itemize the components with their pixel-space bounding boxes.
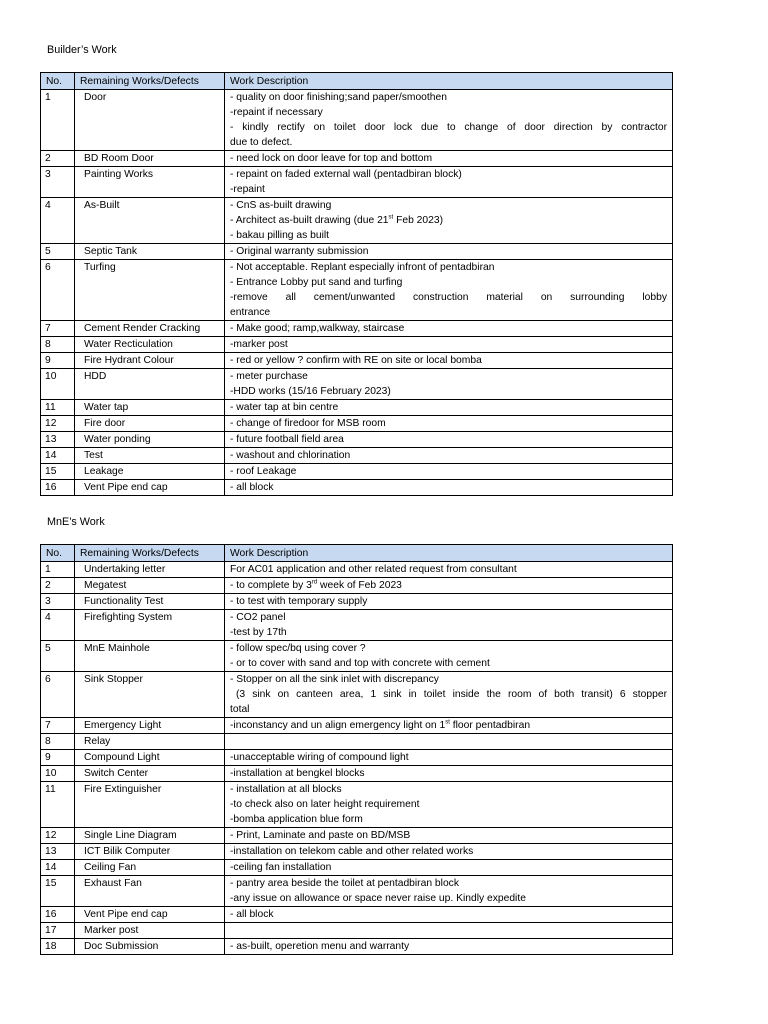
description-line: - to test with temporary supply [230, 596, 368, 607]
table-row [41, 353, 673, 369]
mne-work-table [40, 544, 673, 955]
description-line: - to complete by 3rd week of Feb 2023 [230, 579, 402, 591]
row-item: Water tap [75, 400, 225, 416]
row-number: 15 [41, 876, 75, 907]
row-item: Test [75, 448, 225, 464]
row-item: Doc Submission [75, 939, 225, 955]
row-description [225, 416, 673, 432]
header-remaining-works: Remaining Works/Defects [75, 73, 225, 90]
table-row [41, 672, 673, 718]
description-line: -ceiling fan installation [230, 862, 332, 873]
row-description [225, 844, 673, 860]
table-row [41, 750, 673, 766]
row-number: 7 [41, 321, 75, 337]
description-line: - Make good; ramp,walkway, staircase [230, 323, 405, 334]
row-number: 2 [41, 578, 75, 594]
table-row [41, 828, 673, 844]
builders-work-table [40, 72, 673, 496]
row-description [225, 594, 673, 610]
row-description [225, 432, 673, 448]
row-item: Fire Hydrant Colour [75, 353, 225, 369]
table-row [41, 260, 673, 321]
row-number: 5 [41, 244, 75, 260]
row-description [225, 337, 673, 353]
description-line: - change of firedoor for MSB room [230, 418, 386, 429]
row-description [225, 923, 673, 939]
row-item: Painting Works [75, 167, 225, 198]
description-line: For AC01 application and other related request from consultant [230, 564, 517, 575]
row-description [225, 766, 673, 782]
row-item: Firefighting System [75, 610, 225, 641]
row-item: Water ponding [75, 432, 225, 448]
table-row [41, 90, 673, 151]
description-line: -unacceptable wiring of compound light [230, 752, 409, 763]
row-item: MnE Mainhole [75, 641, 225, 672]
table-row [41, 610, 673, 641]
row-description [225, 860, 673, 876]
table-row [41, 578, 673, 594]
row-description [225, 734, 673, 750]
table-row [41, 734, 673, 750]
table-row [41, 480, 673, 496]
description-line: - Not acceptable. Replant especially infront of pentadbiran [230, 262, 495, 273]
row-number: 4 [41, 610, 75, 641]
row-item: Megatest [75, 578, 225, 594]
builders-work-title: Builder’s Work [47, 44, 117, 56]
table-row [41, 244, 673, 260]
mne-work-title: MnE’s Work [47, 516, 105, 528]
row-description [225, 876, 673, 907]
row-description [225, 939, 673, 955]
table-row [41, 464, 673, 480]
description-line: - pantry area beside the toilet at pentadbiran block [230, 878, 459, 889]
description-line: - bakau pilling as built [230, 230, 330, 241]
row-description [225, 907, 673, 923]
table-row [41, 876, 673, 907]
row-description [225, 641, 673, 672]
row-item: BD Room Door [75, 151, 225, 167]
description-line [230, 923, 667, 938]
row-number: 6 [41, 672, 75, 718]
row-item: Leakage [75, 464, 225, 480]
description-line: -HDD works (15/16 February 2023) [230, 386, 391, 397]
table-row [41, 641, 673, 672]
table-row [41, 198, 673, 244]
row-description [225, 369, 673, 400]
row-number: 9 [41, 750, 75, 766]
description-line: - CO2 panel [230, 612, 286, 623]
row-number: 9 [41, 353, 75, 369]
description-line: - need lock on door leave for top and bottom [230, 153, 433, 164]
description-line: -bomba application blue form [230, 814, 363, 825]
row-item: Switch Center [75, 766, 225, 782]
table-row [41, 432, 673, 448]
description-line: - roof Leakage [230, 466, 297, 477]
row-item: Door [75, 90, 225, 151]
row-description [225, 167, 673, 198]
row-description [225, 260, 673, 321]
description-line: - repaint on faded external wall (pentadbiran block) [230, 169, 462, 180]
table-row [41, 337, 673, 353]
description-line: -installation at bengkel blocks [230, 768, 365, 779]
row-number: 8 [41, 337, 75, 353]
table-row [41, 939, 673, 955]
row-item: Exhaust Fan [75, 876, 225, 907]
row-description [225, 244, 673, 260]
description-line: -to check also on later height requirement [230, 799, 420, 810]
table-row [41, 860, 673, 876]
row-item: Relay [75, 734, 225, 750]
table-row [41, 594, 673, 610]
header-work-description: Work Description [225, 73, 673, 90]
description-line: total [230, 704, 250, 715]
table-row [41, 321, 673, 337]
row-description [225, 151, 673, 167]
row-number: 13 [41, 844, 75, 860]
row-number: 11 [41, 400, 75, 416]
header-work-description: Work Description [225, 545, 673, 562]
table-row [41, 416, 673, 432]
row-description [225, 578, 673, 594]
row-number: 2 [41, 151, 75, 167]
row-number: 15 [41, 464, 75, 480]
description-line: - Original warranty submission [230, 246, 369, 257]
table-row [41, 923, 673, 939]
row-description [225, 750, 673, 766]
row-description [225, 480, 673, 496]
row-item: As-Built [75, 198, 225, 244]
row-description [225, 718, 673, 734]
description-line: - kindly rectify on toilet door lock due to change of door direction by contractor [230, 122, 667, 133]
header-no: No. [41, 545, 75, 562]
row-number: 18 [41, 939, 75, 955]
description-line [230, 734, 667, 749]
description-line: - or to cover with sand and top with concrete with cement [230, 658, 490, 669]
row-number: 16 [41, 480, 75, 496]
table-row [41, 907, 673, 923]
description-line: -repaint [230, 184, 265, 195]
row-description [225, 400, 673, 416]
row-description [225, 672, 673, 718]
row-number: 12 [41, 828, 75, 844]
description-line: - as-built, operetion menu and warranty [230, 941, 410, 952]
description-line: -inconstancy and un align emergency light on 1st floor pentadbiran [230, 719, 531, 731]
table-header-row [41, 545, 673, 562]
row-description [225, 353, 673, 369]
row-item: Compound Light [75, 750, 225, 766]
table-row [41, 782, 673, 828]
row-number: 8 [41, 734, 75, 750]
row-item: Septic Tank [75, 244, 225, 260]
header-no: No. [41, 73, 75, 90]
row-item: Single Line Diagram [75, 828, 225, 844]
row-number: 14 [41, 860, 75, 876]
row-number: 17 [41, 923, 75, 939]
row-item: Vent Pipe end cap [75, 480, 225, 496]
description-line: - CnS as-built drawing [230, 200, 332, 211]
row-number: 5 [41, 641, 75, 672]
row-number: 1 [41, 90, 75, 151]
row-item: Fire Extinguisher [75, 782, 225, 828]
description-line: - meter purchase [230, 371, 308, 382]
description-line: entrance [230, 307, 271, 318]
row-description [225, 562, 673, 578]
description-line: - all block [230, 909, 274, 920]
description-line: - water tap at bin centre [230, 402, 339, 413]
row-item: Emergency Light [75, 718, 225, 734]
table-row [41, 448, 673, 464]
row-description [225, 90, 673, 151]
row-item: Water Recticulation [75, 337, 225, 353]
description-line: -marker post [230, 339, 288, 350]
table-row [41, 369, 673, 400]
table-row [41, 562, 673, 578]
row-number: 10 [41, 369, 75, 400]
row-item: Fire door [75, 416, 225, 432]
table-row [41, 766, 673, 782]
row-item: Cement Render Cracking [75, 321, 225, 337]
description-line: -repaint if necessary [230, 107, 323, 118]
row-number: 7 [41, 718, 75, 734]
row-item: Ceiling Fan [75, 860, 225, 876]
table-row [41, 400, 673, 416]
description-line: - Stopper on all the sink inlet with discrepancy [230, 674, 439, 685]
description-line: (3 sink on canteen area, 1 sink in toilet inside the room of both transit) 6 stopper [236, 689, 667, 700]
row-number: 10 [41, 766, 75, 782]
description-line: due to defect. [230, 137, 293, 148]
row-description [225, 198, 673, 244]
description-line: - quality on door finishing;sand paper/smoothen [230, 92, 447, 103]
table-row [41, 167, 673, 198]
description-line: -installation on telekom cable and other related works [230, 846, 474, 857]
row-number: 6 [41, 260, 75, 321]
row-item: HDD [75, 369, 225, 400]
row-item: Marker post [75, 923, 225, 939]
table-row [41, 718, 673, 734]
row-description [225, 321, 673, 337]
header-remaining-works: Remaining Works/Defects [75, 545, 225, 562]
row-number: 16 [41, 907, 75, 923]
row-description [225, 464, 673, 480]
table-header-row [41, 73, 673, 90]
description-line: -remove all cement/unwanted construction material on surrounding lobby [230, 292, 667, 303]
row-item: Sink Stopper [75, 672, 225, 718]
row-number: 11 [41, 782, 75, 828]
description-line: - all block [230, 482, 274, 493]
description-line: - future football field area [230, 434, 344, 445]
row-item: ICT Bilik Computer [75, 844, 225, 860]
description-line: - follow spec/bq using cover ? [230, 643, 366, 654]
row-description [225, 828, 673, 844]
row-item: Turfing [75, 260, 225, 321]
row-description [225, 782, 673, 828]
description-line: - red or yellow ? confirm with RE on site or local bomba [230, 355, 482, 366]
row-number: 13 [41, 432, 75, 448]
description-line: -any issue on allowance or space never raise up. Kindly expedite [230, 893, 526, 904]
row-number: 3 [41, 167, 75, 198]
description-line: - Print, Laminate and paste on BD/MSB [230, 830, 411, 841]
description-line: - Entrance Lobby put sand and turfing [230, 277, 403, 288]
row-item: Functionality Test [75, 594, 225, 610]
row-number: 12 [41, 416, 75, 432]
row-number: 1 [41, 562, 75, 578]
table-row [41, 844, 673, 860]
description-line: - Architect as-built drawing (due 21st Feb 2023) [230, 214, 444, 226]
description-line: - washout and chlorination [230, 450, 351, 461]
row-description [225, 610, 673, 641]
row-item: Vent Pipe end cap [75, 907, 225, 923]
row-number: 14 [41, 448, 75, 464]
row-number: 3 [41, 594, 75, 610]
row-item: Undertaking letter [75, 562, 225, 578]
row-description [225, 448, 673, 464]
description-line: -test by 17th [230, 627, 287, 638]
row-number: 4 [41, 198, 75, 244]
table-row [41, 151, 673, 167]
description-line: - installation at all blocks [230, 784, 342, 795]
